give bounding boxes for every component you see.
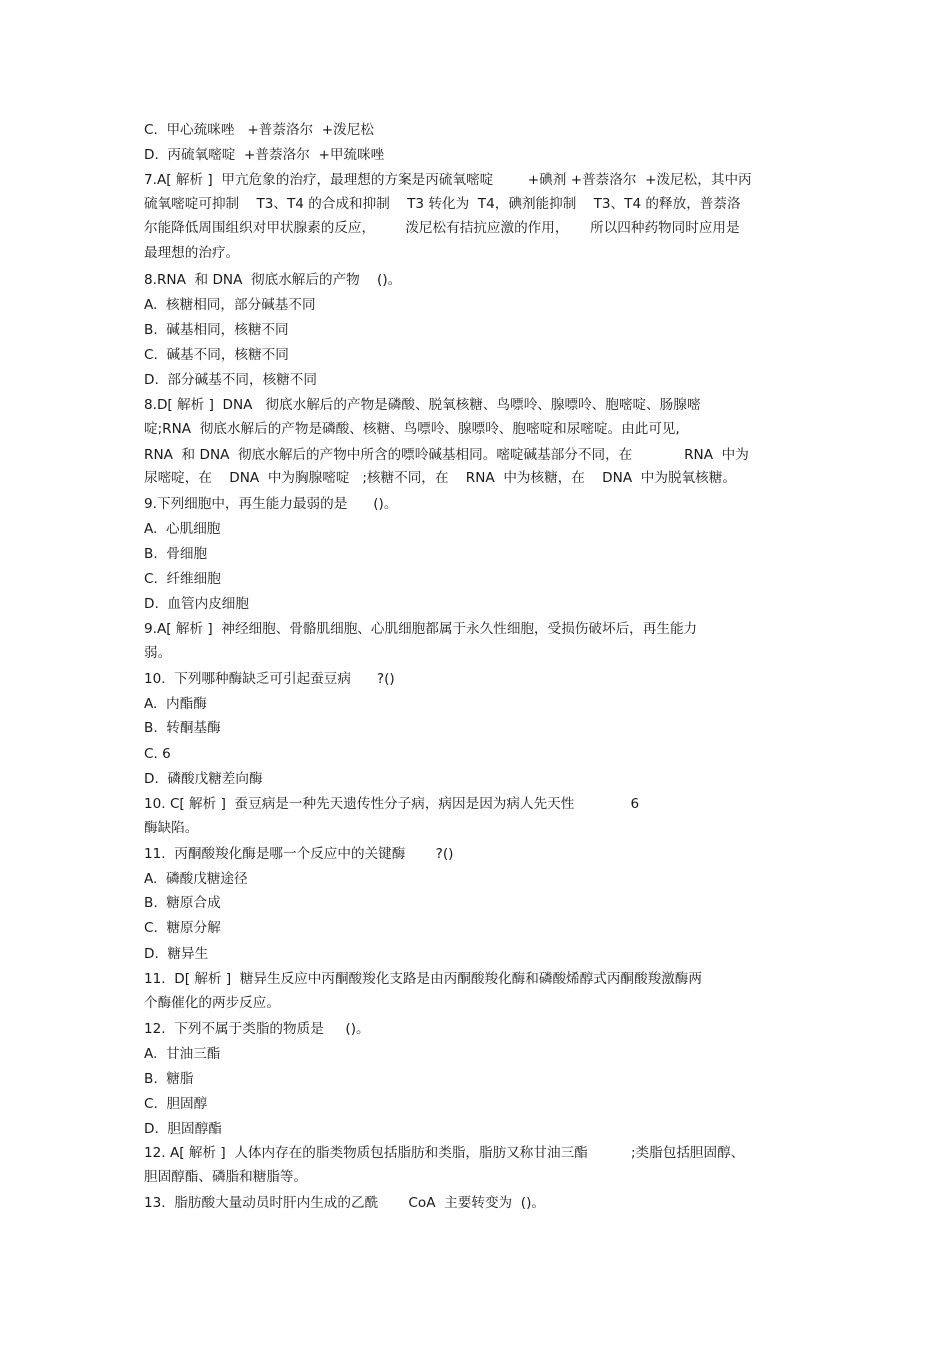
option-c-q10: C. 6 <box>144 746 171 762</box>
answer-q7-line1: 7.A[ 解析 ] 甲亢危象的治疗，最理想的方案是丙硫氧嘧啶 +碘剂 +普萘洛尔 +泼尼松，其中丙 <box>144 172 752 188</box>
option-b-q11: B. 糖原合成 <box>144 895 221 911</box>
option-d-q9: D. 血管内皮细胞 <box>144 596 249 612</box>
option-b-q10: B. 转酮基酶 <box>144 720 221 736</box>
option-d-q6: D. 丙硫氧嘧啶 +普萘洛尔 +甲巯咪唑 <box>144 147 385 163</box>
option-c-q9: C. 纤维细胞 <box>144 571 221 587</box>
option-a-q12: A. 甘油三酯 <box>144 1046 221 1062</box>
option-a-q8: A. 核糖相同，部分碱基不同 <box>144 297 316 313</box>
answer-q7-line4: 最理想的治疗。 <box>144 245 240 261</box>
answer-q11-line1: 11. D[ 解析 ] 糖异生反应中丙酮酸羧化支路是由丙酮酸羧化酶和磷酸烯醇式丙酮酸羧激酶两 <box>144 971 702 987</box>
option-b-q8: B. 碱基相同，核糖不同 <box>144 322 289 338</box>
answer-q7-line2: 硫氧嘧啶可抑制 T3、T4 的合成和抑制 T3 转化为 T4，碘剂能抑制 T3、T4 的释放，普萘洛 <box>144 196 741 212</box>
answer-q9-line1: 9.A[ 解析 ] 神经细胞、骨骼肌细胞、心肌细胞都属于永久性细胞，受损伤破坏后，再生能力 <box>144 621 698 637</box>
option-d-q11: D. 糖异生 <box>144 946 209 962</box>
option-a-q10: A. 内酯酶 <box>144 696 207 712</box>
answer-q7-line3: 尔能降低周围组织对甲状腺素的反应， 泼尼松有拮抗应激的作用， 所以四种药物同时应用是 <box>144 220 740 236</box>
answer-q9-line2: 弱。 <box>144 645 172 661</box>
option-a-q11: A. 磷酸戊糖途径 <box>144 871 248 887</box>
option-b-q9: B. 骨细胞 <box>144 546 208 562</box>
question-9: 9.下列细胞中，再生能力最弱的是 ()。 <box>144 496 398 512</box>
answer-q8-line1: 8.D[ 解析 ] DNA 彻底水解后的产物是磷酸、脱氧核糖、鸟嘌呤、腺嘌呤、胞嘧啶、肠腺嘧 <box>144 397 701 413</box>
answer-q12-line2: 胆固醇酯、磷脂和糖脂等。 <box>144 1169 308 1185</box>
question-10: 10. 下列哪种酶缺乏可引起蚕豆病 ?() <box>144 671 395 687</box>
option-c-q8: C. 碱基不同，核糖不同 <box>144 347 289 363</box>
answer-q12-line1: 12. A[ 解析 ] 人体内存在的脂类物质包括脂肪和类脂，脂肪又称甘油三酯 ;类脂包括胆固醇、 <box>144 1145 745 1161</box>
answer-q10-line2: 酶缺陷。 <box>144 820 199 836</box>
answer-q11-line2: 个酶催化的两步反应。 <box>144 995 280 1011</box>
option-d-q10: D. 磷酸戊糖差向酶 <box>144 771 263 787</box>
option-c-q12: C. 胆固醇 <box>144 1096 208 1112</box>
answer-q8-line4: 尿嘧啶，在 DNA 中为胸腺嘧啶 ;核糖不同，在 RNA 中为核糖，在 DNA 中为脱氧核糖。 <box>144 470 736 486</box>
answer-q8-line2: 啶;RNA 彻底水解后的产物是磷酸、核糖、鸟嘌呤、腺嘌呤、胞嘧啶和尿嘧啶。由此可见, <box>144 421 680 437</box>
question-8: 8.RNA 和 DNA 彻底水解后的产物 ()。 <box>144 272 402 288</box>
answer-q10-line1: 10. C[ 解析 ] 蚕豆病是一种先天遗传性分子病，病因是因为病人先天性 6 <box>144 796 640 812</box>
option-d-q12: D. 胆固醇酯 <box>144 1121 222 1137</box>
option-d-q8: D. 部分碱基不同，核糖不同 <box>144 372 317 388</box>
question-12: 12. 下列不属于类脂的物质是 ()。 <box>144 1021 370 1037</box>
answer-q8-line3: RNA 和 DNA 彻底水解后的产物中所含的嘌呤碱基相同。嘧啶碱基部分不同，在 RNA 中为 <box>144 447 749 463</box>
option-c-q6: C. 甲心巯咪唑 +普萘洛尔 +泼尼松 <box>144 122 374 138</box>
question-13: 13. 脂肪酸大量动员时肝内生成的乙酰 CoA 主要转变为 ()。 <box>144 1195 545 1211</box>
option-b-q12: B. 糖脂 <box>144 1071 194 1087</box>
option-c-q11: C. 糖原分解 <box>144 920 221 936</box>
question-11: 11. 丙酮酸羧化酶是哪一个反应中的关键酶 ?() <box>144 846 454 862</box>
option-a-q9: A. 心肌细胞 <box>144 521 221 537</box>
